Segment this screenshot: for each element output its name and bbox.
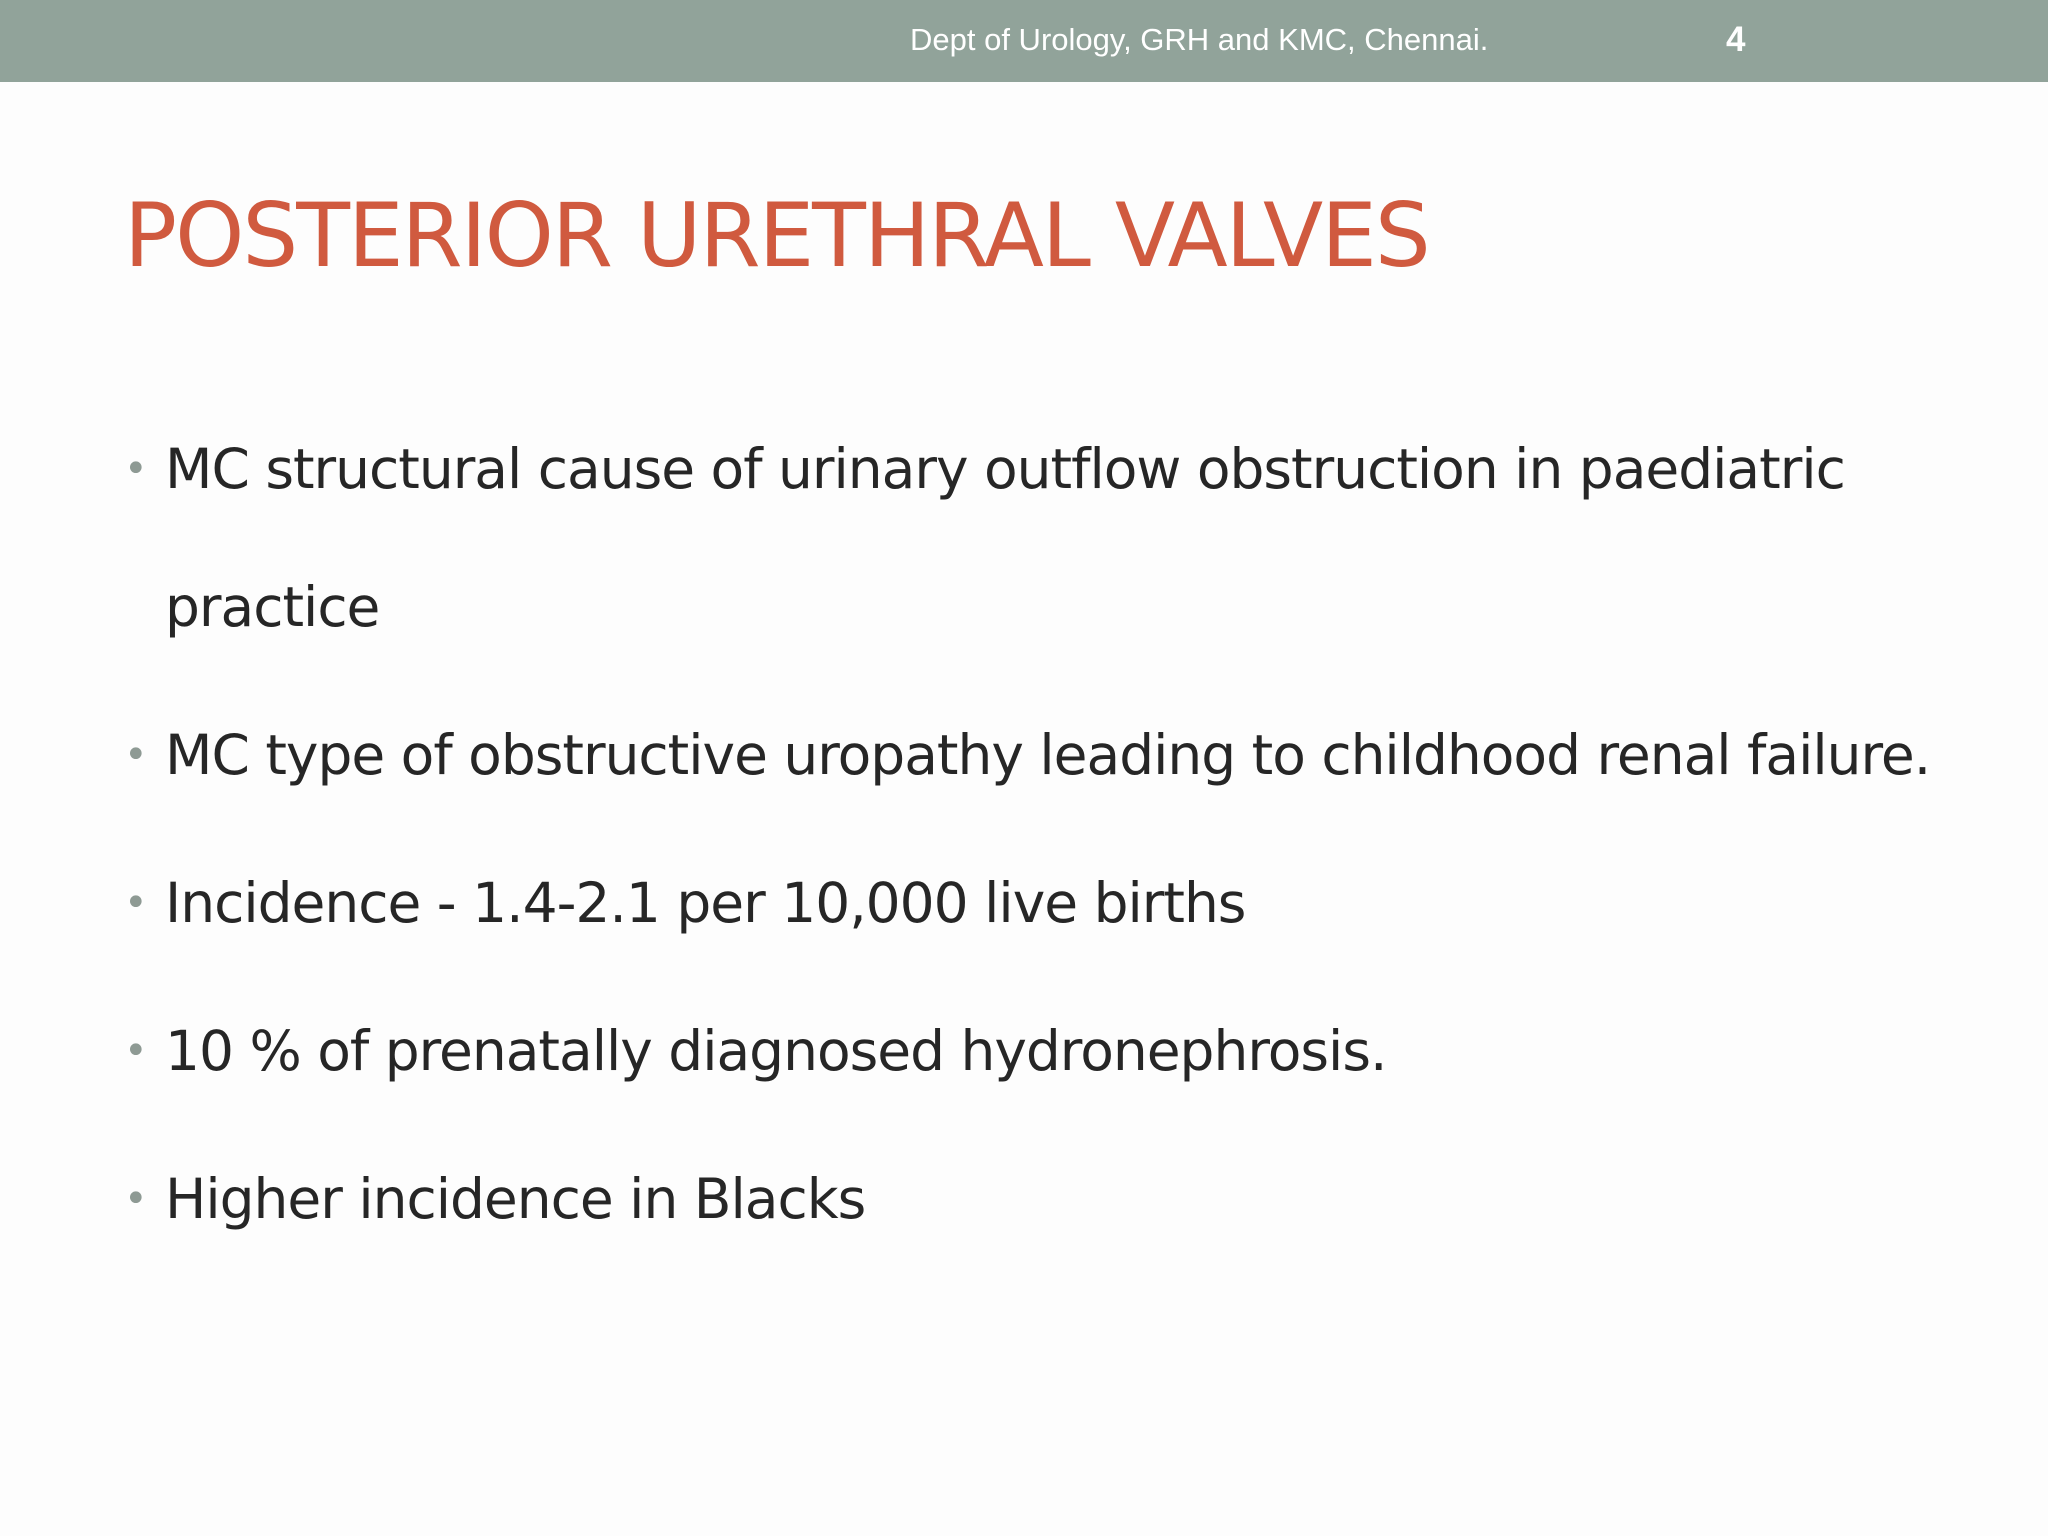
bullet-marker-icon: •: [124, 1028, 147, 1074]
bullet-text: Higher incidence in Blacks: [165, 1167, 866, 1231]
bullet-item: [120, 400, 2000, 676]
bullet-text: 10 % of prenatally diagnosed hydronephrosis.: [165, 1019, 1387, 1083]
bullet-item: [120, 686, 2000, 824]
bullet-marker-icon: •: [124, 1176, 147, 1222]
header-institution-text: Dept of Urology, GRH and KMC, Chennai.: [910, 22, 1489, 57]
slide-title: POSTERIOR URETHRAL VALVES: [124, 184, 1429, 287]
header-bar: [0, 0, 2048, 82]
bullet-item: [120, 834, 2000, 972]
bullet-list: [120, 400, 2000, 1278]
bullet-item: [120, 982, 2000, 1120]
bullet-item: [120, 1130, 2000, 1268]
bullet-marker-icon: •: [124, 732, 147, 778]
bullet-marker-icon: •: [124, 446, 147, 492]
bullet-text: MC type of obstructive uropathy leading to childhood renal failure.: [165, 723, 1931, 787]
bullet-text: Incidence - 1.4-2.1 per 10,000 live births: [165, 871, 1246, 935]
bullet-text: MC structural cause of urinary outflow obstruction in paediatric practice: [165, 437, 1845, 639]
slide-page-number: 4: [1726, 20, 1746, 59]
bullet-marker-icon: •: [124, 880, 147, 926]
